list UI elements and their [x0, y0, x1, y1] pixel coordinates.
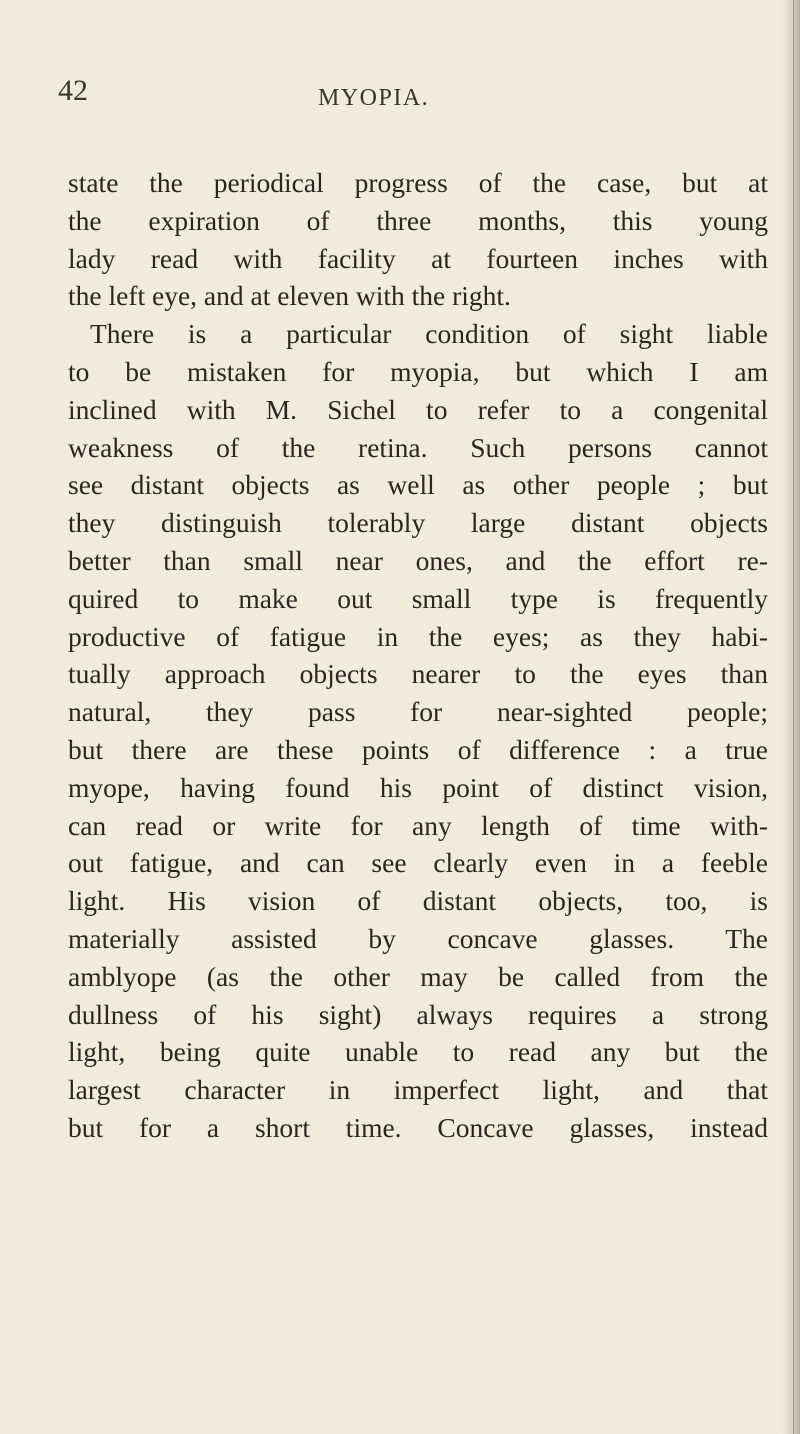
- text-line: out fatigue, and can see clearly even in a feeble: [68, 847, 768, 879]
- text-line: tually approach objects nearer to the eyes than: [68, 658, 768, 690]
- running-head: MYOPIA.: [318, 85, 430, 111]
- text-line: productive of fatigue in the eyes; as they habi-: [68, 620, 768, 652]
- page-edge-line: [793, 0, 794, 1434]
- text-line: There is a particular condition of sight liable: [90, 318, 768, 350]
- body-text: [68, 164, 768, 1147]
- text-line: quired to make out small type is frequently: [68, 582, 768, 614]
- text-line: lady read with facility at fourteen inches with: [68, 242, 768, 274]
- text-line: they distinguish tolerably large distant objects: [68, 507, 768, 539]
- text-line: light, being quite unable to read any but the: [68, 1036, 768, 1068]
- text-line: state the periodical progress of the case, but at: [68, 167, 768, 198]
- text-line: myope, having found his point of distinct vision,: [68, 771, 768, 803]
- text-line: the left eye, and at eleven with the right.: [68, 280, 511, 312]
- text-line: better than small near ones, and the effort re-: [68, 544, 768, 576]
- text-line: but for a short time. Concave glasses, instead: [68, 1111, 768, 1143]
- page-number: 42: [58, 74, 88, 107]
- text-line: light. His vision of distant objects, too, is: [68, 885, 768, 917]
- text-line: inclined with M. Sichel to refer to a congenital: [68, 393, 768, 425]
- text-line: amblyope (as the other may be called from the: [68, 960, 768, 992]
- page-edge-shadow: [782, 0, 800, 1434]
- text-line: natural, they pass for near-sighted people;: [68, 696, 768, 728]
- text-line: dullness of his sight) always requires a strong: [68, 998, 768, 1030]
- text-line: see distant objects as well as other people ; but: [68, 469, 768, 501]
- text-line: can read or write for any length of time with-: [68, 809, 768, 841]
- text-line: to be mistaken for myopia, but which I am: [68, 355, 768, 387]
- text-line: weakness of the retina. Such persons cannot: [68, 431, 768, 463]
- text-line: largest character in imperfect light, and that: [68, 1074, 768, 1106]
- text-line: but there are these points of difference : a true: [68, 733, 768, 765]
- text-line: materially assisted by concave glasses. The: [68, 922, 768, 954]
- text-line: the expiration of three months, this young: [68, 204, 768, 236]
